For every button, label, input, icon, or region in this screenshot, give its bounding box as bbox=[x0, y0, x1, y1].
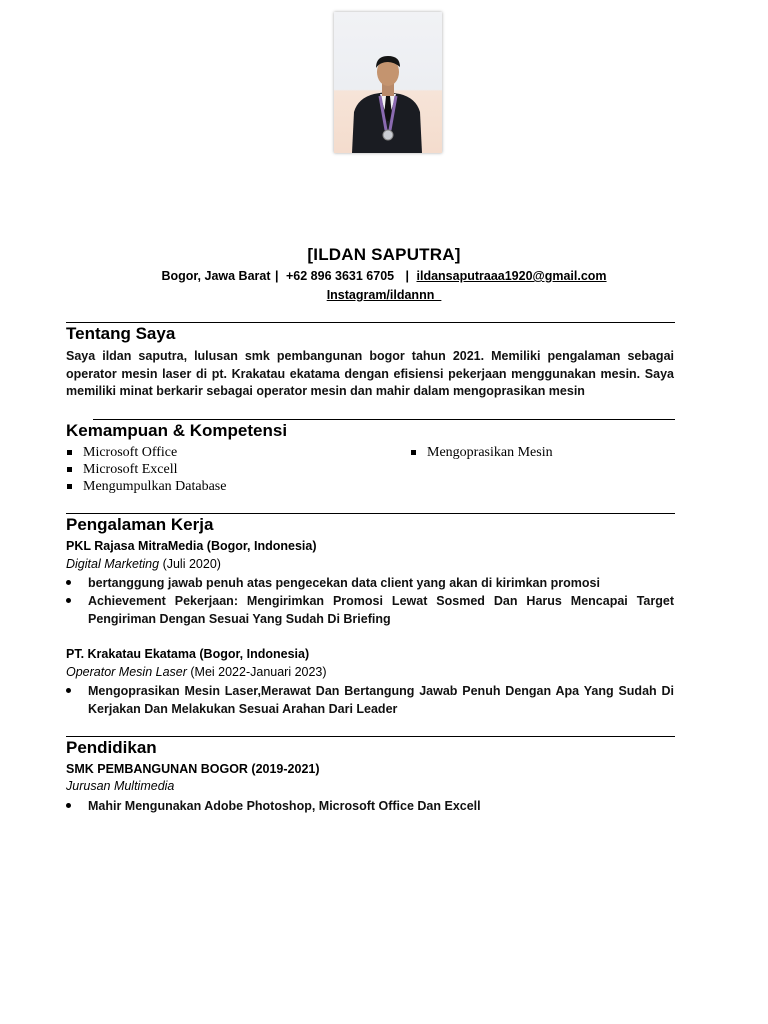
skills-list-left bbox=[66, 444, 226, 495]
job-company: PKL Rajasa MitraMedia (Bogor, Indonesia) bbox=[66, 539, 317, 553]
about-text: Saya ildan saputra, lulusan smk pembangunan bogor tahun 2021. Memiliki pengalaman sebagai operator mesin laser di pt. Krakatau ekatama dengan efisiensi pekerjaan menggunakan mesin. Saya memiliki minat berkarir sebagai operator mesin dan mahir dalam mengoprasikan mesin bbox=[66, 349, 674, 398]
school-name: SMK PEMBANGUNAN BOGOR (2019-2021) bbox=[66, 762, 320, 776]
skill-item: Microsoft Office bbox=[66, 444, 226, 461]
major-line bbox=[66, 779, 174, 793]
bullet-item: Mengoprasikan Mesin Laser,Merawat Dan Bertangung Jawab Penuh Dengan Apa Yang Sudah Di Kerjakan Dan Melakukan Sesuai Arahan Dari Leader bbox=[66, 682, 674, 718]
bullet-item: bertanggung jawab penuh atas pengecekan data client yang akan di kirimkan promosi bbox=[66, 574, 674, 592]
job-role: Operator Mesin Laser bbox=[66, 665, 187, 679]
separator: | bbox=[405, 269, 410, 283]
education-bullets bbox=[66, 797, 674, 815]
section-title-education: Pendidikan bbox=[66, 738, 157, 757]
job-period: (Mei 2022-Januari 2023) bbox=[186, 665, 327, 679]
location: Bogor, Jawa Barat bbox=[161, 269, 271, 283]
job-bullets bbox=[66, 682, 674, 718]
section-divider bbox=[66, 322, 675, 323]
job-company: PT. Krakatau Ekatama (Bogor, Indonesia) bbox=[66, 647, 310, 661]
separator: | bbox=[275, 269, 279, 283]
job-bullets bbox=[66, 574, 674, 628]
bullet-item: Mahir Mengunakan Adobe Photoshop, Microsoft Office Dan Excell bbox=[66, 797, 674, 815]
skill-item: Mengumpulkan Database bbox=[66, 478, 226, 495]
section-title-skills: Kemampuan & Kompetensi bbox=[66, 421, 288, 440]
contact-line bbox=[0, 269, 768, 283]
email-link[interactable]: ildansaputraaa1920@gmail.com bbox=[416, 269, 607, 283]
bullet-item: Achievement Pekerjaan: Mengirimkan Promosi Lewat Sosmed Dan Harus Mencapai Target Pengiriman Dengan Sesuai Yang Sudah Di Briefing bbox=[66, 592, 674, 628]
major: Jurusan Multimedia bbox=[66, 779, 175, 793]
skill-item: Microsoft Excell bbox=[66, 461, 226, 478]
profile-photo bbox=[334, 12, 442, 153]
skill-item: Mengoprasikan Mesin bbox=[410, 444, 553, 461]
section-title-experience: Pengalaman Kerja bbox=[66, 515, 214, 534]
phone: +62 896 3631 6705 bbox=[286, 269, 395, 283]
section-divider bbox=[66, 736, 675, 737]
job-role: Digital Marketing bbox=[66, 557, 160, 571]
job-role-line bbox=[66, 557, 221, 571]
skills-list-right bbox=[410, 444, 553, 461]
person-photo-illustration bbox=[334, 12, 442, 153]
instagram-line bbox=[0, 288, 768, 302]
job-role-line bbox=[66, 665, 327, 679]
job-period: (Juli 2020) bbox=[159, 557, 221, 571]
section-divider bbox=[93, 419, 675, 420]
section-title-about: Tentang Saya bbox=[66, 324, 176, 343]
section-divider bbox=[66, 513, 675, 514]
instagram-link[interactable]: Instagram/ildannn_ bbox=[326, 288, 442, 302]
candidate-name: [ILDAN SAPUTRA] bbox=[307, 245, 461, 264]
